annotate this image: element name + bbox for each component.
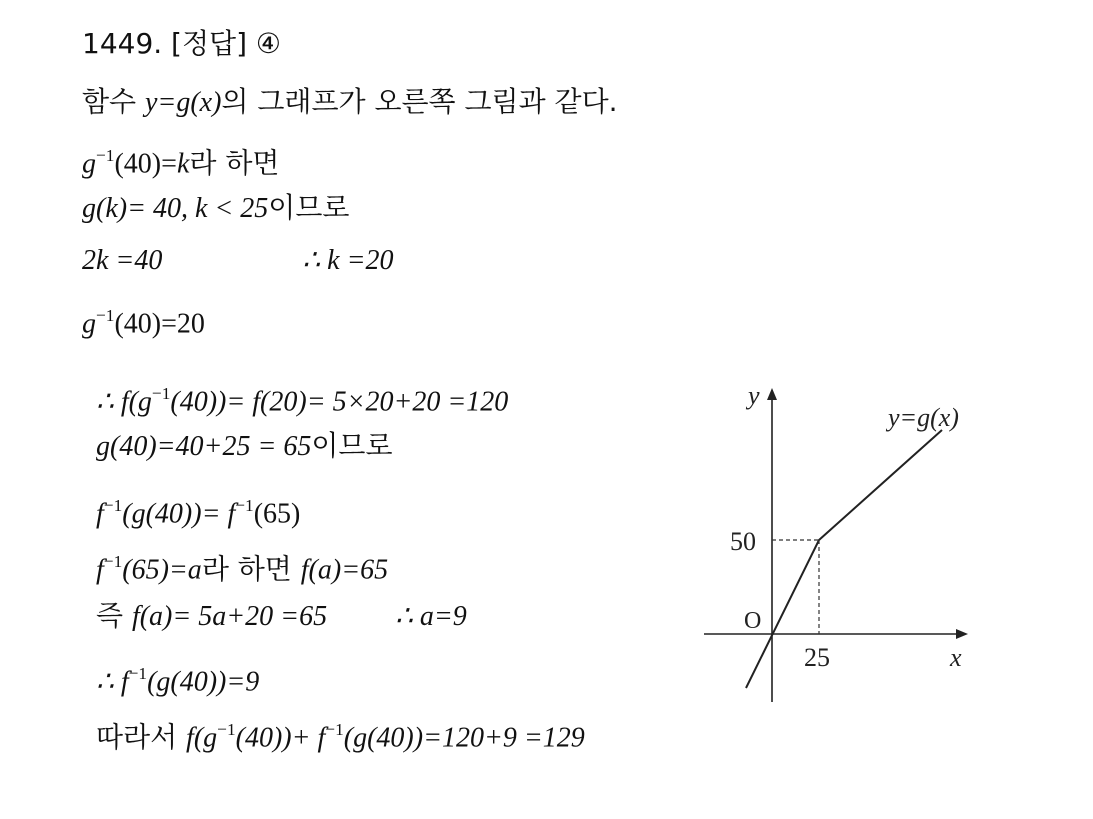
- solution-line-6: ∴ $f(g^{-1}(40))= f(20)= 5\times 20+20 =120$: [96, 384, 509, 418]
- solution-line-12: 따라서 $f(g^{-1}(40))+ f^{-1}(g(40))=120+9 =129$: [96, 720, 585, 754]
- y-axis-label: y: [748, 381, 760, 410]
- origin-label: O: [744, 608, 762, 634]
- y-axis-arrow-icon: [767, 388, 777, 400]
- curve-label: y=g(x): [888, 403, 959, 432]
- solution-line-1: 함수 y=g(x)의 그래프가 오른쪽 그림과 같다.: [82, 85, 618, 118]
- solution-line-4: 2k =40 ∴ k =20: [82, 245, 394, 276]
- solution-line-9: $f^{-1}(65)=a$라 하면 f(a)=65: [96, 552, 389, 586]
- solution-line-8: $f^{-1}(g(40))= f^{-1}(65)$: [96, 496, 301, 530]
- solution-line-5: $g^{-1}(40)=20$: [82, 306, 205, 340]
- solution-line-11: ∴ $f^{-1}(g(40))=9$: [96, 664, 260, 698]
- solution-line-10: 즉 f(a)= 5a+20 =65 ∴ a=9: [96, 599, 467, 632]
- solution-line-7: g(40)=40+25 = 65이므로: [96, 429, 393, 462]
- solution-line-2: $g^{-1}(40)=k$라 하면: [82, 146, 280, 180]
- x-axis-arrow-icon: [956, 629, 968, 639]
- problem-header: 1449. [정답] ④: [82, 27, 282, 60]
- function-graph: [700, 372, 1020, 702]
- y-tick-label: 50: [730, 527, 756, 556]
- solution-line-3: g(k)= 40, k < 25이므로: [82, 191, 350, 224]
- x-tick-label: 25: [804, 643, 830, 672]
- graph-curve: [746, 430, 942, 688]
- x-axis-label: x: [950, 643, 962, 672]
